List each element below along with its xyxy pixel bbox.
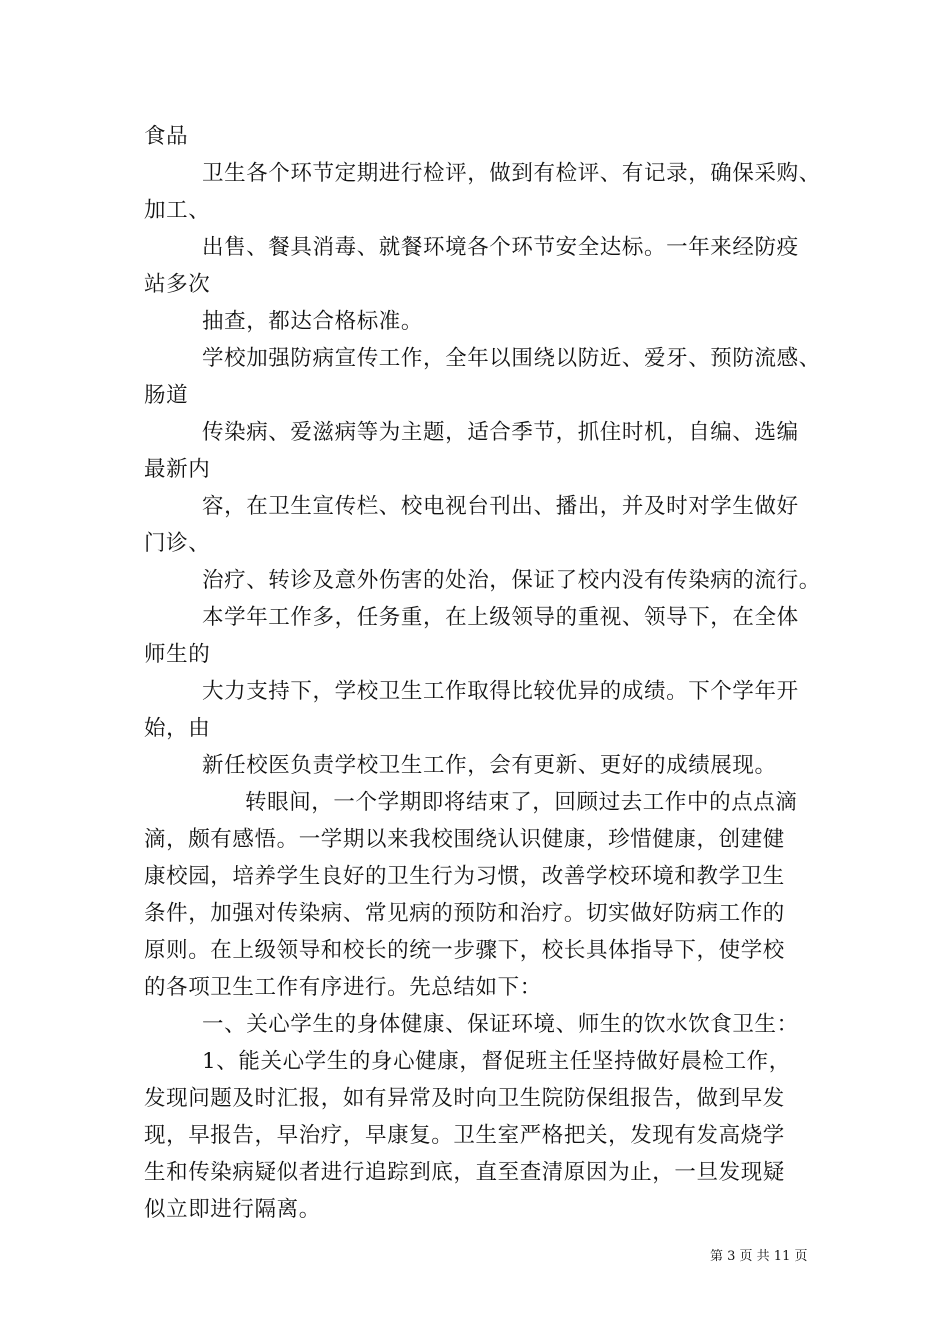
text-line: 卫生各个环节定期进行检评，做到有检评、有记录，确保采购、 — [202, 161, 821, 186]
text-line: 学校加强防病宣传工作，全年以围绕以防近、爱牙、预防流感、 — [202, 346, 821, 371]
text-line: 站多次 — [144, 272, 211, 297]
text-line: 师生的 — [144, 642, 211, 667]
text-line: 门诊、 — [144, 531, 211, 556]
text-line: 发现问题及时汇报，如有异常及时向卫生院防保组报告，做到早发 — [144, 1086, 785, 1111]
text-line: 本学年工作多，任务重，在上级领导的重视、领导下，在全体 — [202, 605, 799, 630]
text-line: 大力支持下，学校卫生工作取得比较优异的成绩。下个学年开 — [202, 679, 799, 704]
text-line: 抽查，都达合格标准。 — [202, 309, 424, 334]
text-line: 康校园，培养学生良好的卫生行为习惯，改善学校环境和教学卫生 — [144, 864, 785, 889]
text-line: 转眼间，一个学期即将结束了，回顾过去工作中的点点滴 — [245, 790, 798, 815]
text-line: 原则。在上级领导和校长的统一步骤下，校长具体指导下，使学校 — [144, 938, 785, 963]
text-line: 现，早报告，早治疗，早康复。卫生室严格把关，发现有发高烧学 — [144, 1123, 785, 1148]
text-line: 出售、餐具消毒、就餐环境各个环节安全达标。一年来经防疫 — [202, 235, 799, 260]
text-line: 最新内 — [144, 457, 211, 482]
text-line: 条件，加强对传染病、常见病的预防和治疗。切实做好防病工作的 — [144, 901, 785, 926]
text-line: 加工、 — [144, 198, 211, 223]
text-line: 1、能关心学生的身心健康，督促班主任坚持做好晨检工作， — [202, 1049, 791, 1074]
text-line: 滴，颇有感悟。一学期以来我校围绕认识健康，珍惜健康，创建健 — [144, 827, 785, 852]
text-line: 容，在卫生宣传栏、校电视台刊出、播出，并及时对学生做好 — [202, 494, 799, 519]
text-line: 似立即进行隔离。 — [144, 1197, 321, 1222]
text-line: 生和传染病疑似者进行追踪到底，直至查清原因为止，一旦发现疑 — [144, 1160, 785, 1185]
text-line: 新任校医负责学校卫生工作，会有更新、更好的成绩展现。 — [202, 753, 777, 778]
page-number-footer: 第 3 页 共 11 页 — [710, 1249, 808, 1264]
text-line: 始，由 — [144, 716, 211, 741]
text-line: 食品 — [144, 124, 189, 149]
text-line: 的各项卫生工作有序进行。先总结如下： — [144, 975, 542, 1000]
text-line: 传染病、爱滋病等为主题，适合季节，抓住时机，自编、选编 — [202, 420, 799, 445]
text-line: 治疗、转诊及意外伤害的处治，保证了校内没有传染病的流行。 — [202, 568, 821, 593]
text-line: 肠道 — [144, 383, 189, 408]
text-line: 一、关心学生的身体健康、保证环境、师生的饮水饮食卫生： — [202, 1012, 799, 1037]
